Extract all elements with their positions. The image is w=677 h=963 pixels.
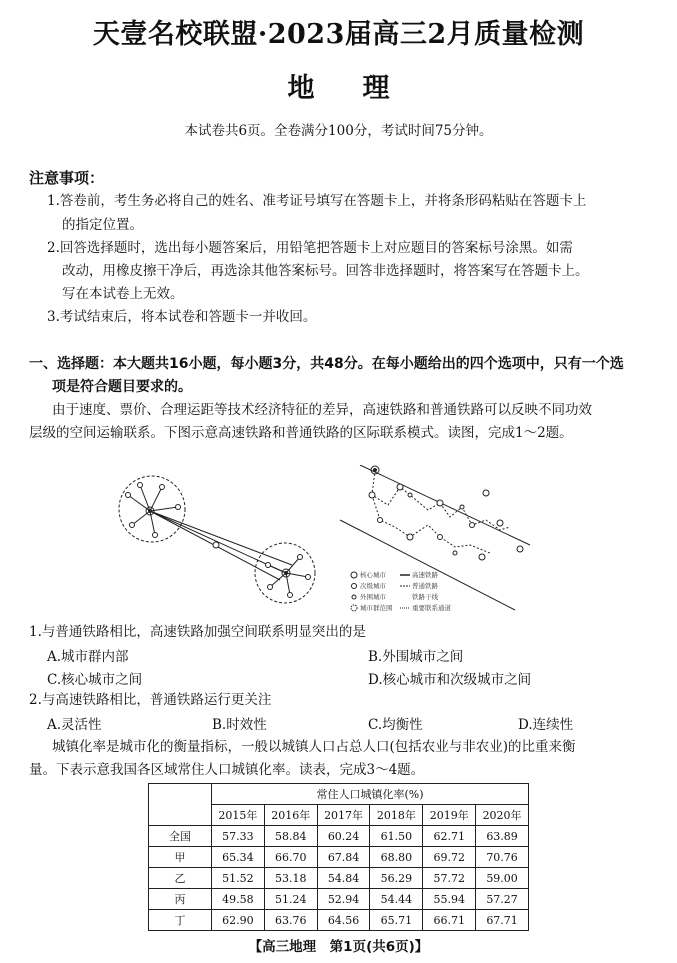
value-cell: 64.56 bbox=[317, 910, 370, 931]
legend-label: 高速铁路 bbox=[412, 571, 438, 579]
region-cell: 甲 bbox=[149, 847, 212, 868]
question-stem: 2.与高速铁路相比，普通铁路运行更关注 bbox=[29, 692, 272, 708]
value-cell: 62.90 bbox=[212, 910, 265, 931]
cluster-range bbox=[119, 476, 185, 542]
legend-label: 外围城市 bbox=[360, 593, 386, 601]
intro-text: 层级的空间运输联系。下图示意高速铁路和普通铁路的区际联系模式。读图，完成1～2题。 bbox=[29, 425, 573, 441]
option-c[interactable]: C.核心城市之间 bbox=[47, 672, 143, 688]
notice-item: 改动，用橡皮擦干净后，再选涂其他答案标号。回答非选择题时，将答案写在答题卡上。 bbox=[62, 263, 589, 279]
value-cell: 57.72 bbox=[423, 868, 476, 889]
notice-item: 的指定位置。 bbox=[62, 217, 143, 233]
notice-item: 3.考试结束后，将本试卷和答题卡一并收回。 bbox=[47, 309, 317, 325]
notice-heading: 注意事项： bbox=[29, 169, 105, 187]
notice-item: 写在本试卷上无效。 bbox=[62, 286, 184, 302]
table-row bbox=[149, 889, 529, 910]
value-cell: 54.44 bbox=[370, 889, 423, 910]
subject-title: 地理 bbox=[287, 73, 438, 104]
intro-text: 由于速度、票价、合理运距等技术经济特征的差异，高速铁路和普通铁路可以反映不同功效 bbox=[52, 402, 592, 418]
value-cell: 51.24 bbox=[264, 889, 317, 910]
region-cell: 全国 bbox=[149, 826, 212, 847]
hsr-mode bbox=[119, 476, 315, 603]
option-d[interactable]: D.核心城市和次级城市之间 bbox=[368, 672, 532, 688]
year-cell: 2017年 bbox=[317, 805, 370, 826]
exam-info: 本试卷共6页。全卷满分100分，考试时间75分钟。 bbox=[184, 123, 493, 139]
option-a[interactable]: A.灵活性 bbox=[47, 717, 102, 733]
value-cell: 66.71 bbox=[423, 910, 476, 931]
value-cell: 51.52 bbox=[212, 868, 265, 889]
year-cell: 2018年 bbox=[370, 805, 423, 826]
value-cell: 63.89 bbox=[476, 826, 529, 847]
value-cell: 68.80 bbox=[370, 847, 423, 868]
notice-item: 2.回答选择题时，选出每小题答案后，用铅笔把答题卡上对应题目的答案标号涂黑。如需 bbox=[47, 240, 573, 256]
value-cell: 67.71 bbox=[476, 910, 529, 931]
section-heading: 项是符合题目要求的。 bbox=[52, 379, 192, 395]
legend-label: 核心城市 bbox=[360, 571, 386, 579]
region-cell: 丙 bbox=[149, 889, 212, 910]
value-cell: 60.24 bbox=[317, 826, 370, 847]
page-footer: 【高三地理 第1页(共6页)】 bbox=[248, 939, 429, 955]
legend-label: 城市群范围 bbox=[360, 604, 393, 612]
value-cell: 65.34 bbox=[212, 847, 265, 868]
legend-label: 重要联系通道 bbox=[412, 604, 451, 612]
table-corner bbox=[149, 784, 212, 826]
value-cell: 58.84 bbox=[264, 826, 317, 847]
year-cell: 2015年 bbox=[212, 805, 265, 826]
diagram-legend bbox=[351, 570, 452, 612]
year-cell: 2020年 bbox=[476, 805, 529, 826]
urbanization-table bbox=[148, 783, 529, 931]
region-cell: 丁 bbox=[149, 910, 212, 931]
notice-item: 1.答卷前，考生务必将自己的姓名、准考证号填写在答题卡上，并将条形码粘贴在答题卡上 bbox=[47, 193, 587, 209]
legend-label: 次级城市 bbox=[360, 582, 386, 590]
option-a[interactable]: A.城市群内部 bbox=[47, 649, 129, 665]
value-cell: 63.76 bbox=[264, 910, 317, 931]
value-cell: 57.27 bbox=[476, 889, 529, 910]
legend-label: 铁路干线 bbox=[412, 593, 438, 601]
value-cell: 53.18 bbox=[264, 868, 317, 889]
value-cell: 55.94 bbox=[423, 889, 476, 910]
value-cell: 49.58 bbox=[212, 889, 265, 910]
region-cell: 乙 bbox=[149, 868, 212, 889]
table-row bbox=[149, 868, 529, 889]
value-cell: 66.70 bbox=[264, 847, 317, 868]
value-cell: 57.33 bbox=[212, 826, 265, 847]
passage-text: 量。下表示意我国各区域常住人口城镇化率。读表，完成3～4题。 bbox=[29, 762, 425, 778]
year-cell: 2019年 bbox=[423, 805, 476, 826]
value-cell: 67.84 bbox=[317, 847, 370, 868]
passage-text: 城镇化率是城市化的衡量指标，一般以城镇人口占总人口(包括农业与非农业)的比重来衡 bbox=[52, 739, 576, 755]
value-cell: 62.71 bbox=[423, 826, 476, 847]
section-heading: 一、选择题：本大题共16小题，每小题3分，共48分。在每小题给出的四个选项中，只有一个选 bbox=[29, 356, 624, 372]
question-stem: 1.与普通铁路相比，高速铁路加强空间联系明显突出的是 bbox=[29, 624, 366, 640]
table-row bbox=[149, 910, 529, 931]
option-b[interactable]: B.外围城市之间 bbox=[368, 649, 464, 665]
table-row bbox=[149, 847, 529, 868]
option-d[interactable]: D.连续性 bbox=[518, 717, 574, 733]
railway-diagram bbox=[110, 465, 670, 615]
value-cell: 65.71 bbox=[370, 910, 423, 931]
legend-label: 普通铁路 bbox=[412, 582, 438, 590]
value-cell: 56.29 bbox=[370, 868, 423, 889]
table-header-row bbox=[149, 784, 529, 805]
table-header: 常住人口城镇化率(%) bbox=[212, 784, 529, 805]
option-c[interactable]: C.均衡性 bbox=[368, 717, 423, 733]
table-row bbox=[149, 826, 529, 847]
exam-title: 天壹名校联盟·2023届高三2月质量检测 bbox=[92, 19, 585, 50]
value-cell: 61.50 bbox=[370, 826, 423, 847]
year-cell: 2016年 bbox=[264, 805, 317, 826]
option-b[interactable]: B.时效性 bbox=[212, 717, 267, 733]
value-cell: 70.76 bbox=[476, 847, 529, 868]
value-cell: 59.00 bbox=[476, 868, 529, 889]
value-cell: 69.72 bbox=[423, 847, 476, 868]
value-cell: 52.94 bbox=[317, 889, 370, 910]
value-cell: 54.84 bbox=[317, 868, 370, 889]
